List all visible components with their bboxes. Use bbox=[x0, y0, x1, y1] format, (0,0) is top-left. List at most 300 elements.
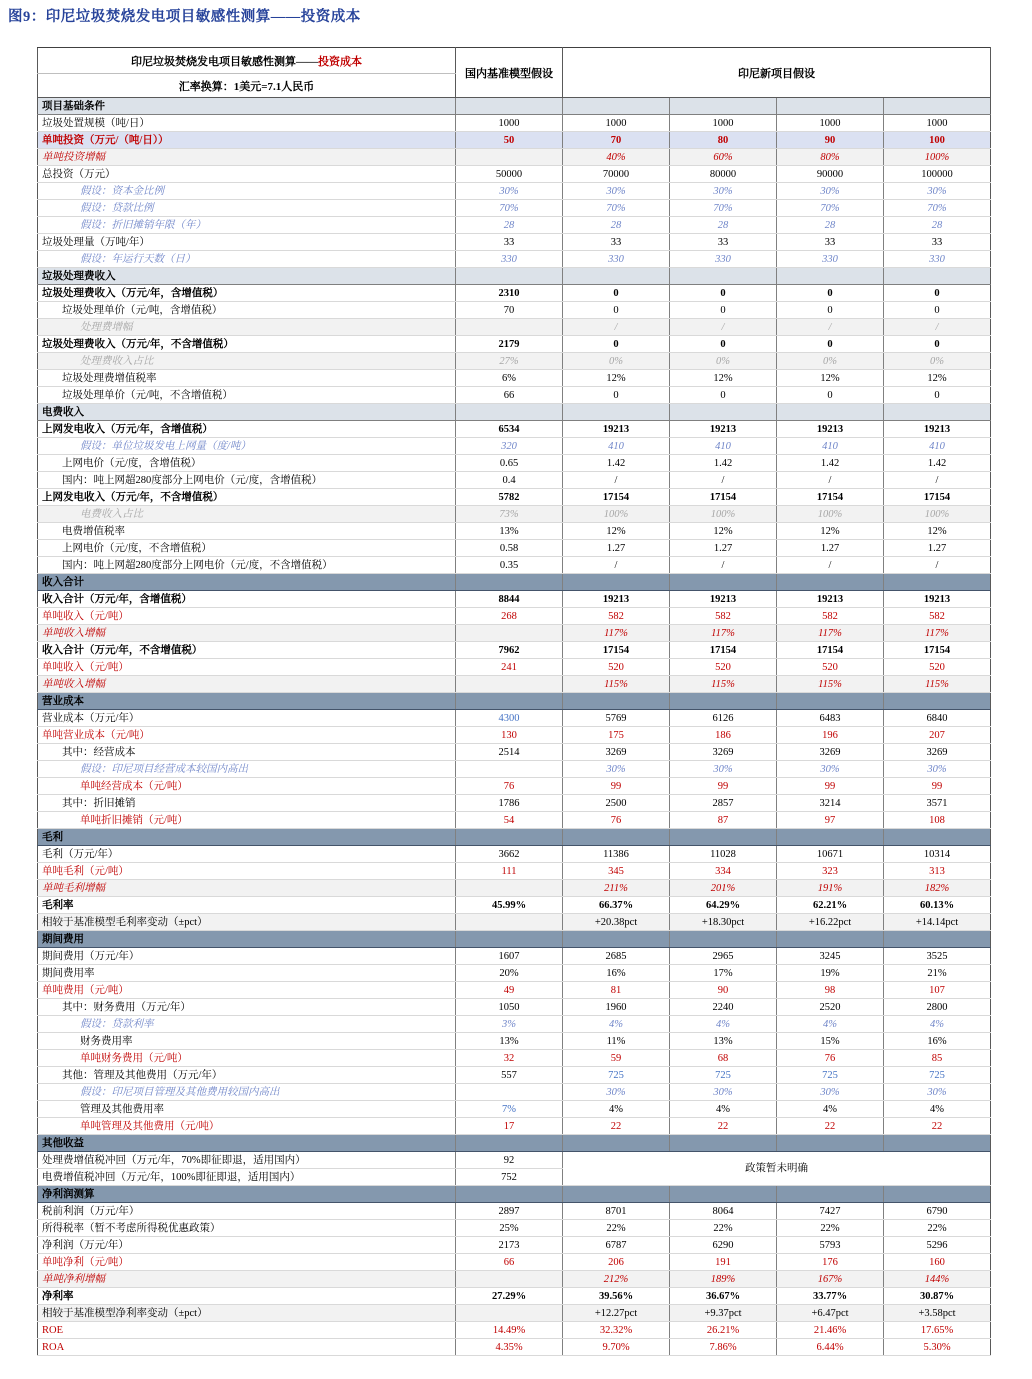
table-row bbox=[38, 489, 991, 506]
cell-value: 12% bbox=[670, 523, 777, 540]
section-cell bbox=[670, 829, 777, 846]
table-row bbox=[38, 625, 991, 642]
cell-value: / bbox=[563, 319, 670, 336]
row-label: 单吨收入（元/吨） bbox=[38, 608, 456, 625]
section-cell bbox=[777, 98, 884, 115]
cell-value: 0 bbox=[884, 387, 991, 404]
cell-value: 6% bbox=[456, 370, 563, 387]
table-row bbox=[38, 336, 991, 353]
sensitivity-table bbox=[37, 47, 991, 1356]
cell-value: 19% bbox=[777, 965, 884, 982]
table-row bbox=[38, 234, 991, 251]
row-label: ROE bbox=[38, 1322, 456, 1339]
cell-value: +12.27pct bbox=[563, 1305, 670, 1322]
cell-value: 100% bbox=[884, 506, 991, 523]
cell-value: 25% bbox=[456, 1220, 563, 1237]
table-row bbox=[38, 319, 991, 336]
row-label: 处理费增值税冲回（万元/年，70%即征即退，适用国内） bbox=[38, 1152, 456, 1169]
cell-value bbox=[456, 149, 563, 166]
cell-value: 33 bbox=[563, 234, 670, 251]
cell-value: 90000 bbox=[777, 166, 884, 183]
row-label: 总投资（万元） bbox=[38, 166, 456, 183]
table-row bbox=[38, 1050, 991, 1067]
cell-value: 7.86% bbox=[670, 1339, 777, 1356]
cell-value: / bbox=[670, 472, 777, 489]
cell-value: 2520 bbox=[777, 999, 884, 1016]
row-label: 假设：年运行天数（日） bbox=[38, 251, 456, 268]
cell-value: 582 bbox=[777, 608, 884, 625]
table-row bbox=[38, 982, 991, 999]
section-cell bbox=[884, 574, 991, 591]
cell-value: 17% bbox=[670, 965, 777, 982]
cell-value: 323 bbox=[777, 863, 884, 880]
cell-value: 33 bbox=[456, 234, 563, 251]
row-label: 相较于基准模型毛利率变动（±pct） bbox=[38, 914, 456, 931]
cell-value: 167% bbox=[777, 1271, 884, 1288]
section-row bbox=[38, 1135, 991, 1152]
cell-value: 17154 bbox=[884, 642, 991, 659]
section-row bbox=[38, 693, 991, 710]
table-row bbox=[38, 251, 991, 268]
cell-value: 90 bbox=[777, 132, 884, 149]
section-cell bbox=[670, 404, 777, 421]
cell-value: 30% bbox=[563, 183, 670, 200]
cell-value: 5782 bbox=[456, 489, 563, 506]
cell-value: 313 bbox=[884, 863, 991, 880]
cell-value: 2857 bbox=[670, 795, 777, 812]
row-label: 假设：贷款利率 bbox=[38, 1016, 456, 1033]
row-label: 收入合计 bbox=[38, 574, 456, 591]
table-row bbox=[38, 540, 991, 557]
cell-value: 66.37% bbox=[563, 897, 670, 914]
cell-value: 11028 bbox=[670, 846, 777, 863]
cell-value: / bbox=[777, 472, 884, 489]
cell-value: 76 bbox=[456, 778, 563, 795]
cell-value: 0 bbox=[884, 285, 991, 302]
cell-value: 175 bbox=[563, 727, 670, 744]
cell-value: 115% bbox=[777, 676, 884, 693]
cell-value: 2310 bbox=[456, 285, 563, 302]
table-row bbox=[38, 642, 991, 659]
cell-value: 30% bbox=[456, 183, 563, 200]
cell-value: 0.35 bbox=[456, 557, 563, 574]
cell-value: 3269 bbox=[884, 744, 991, 761]
table-row bbox=[38, 744, 991, 761]
section-cell bbox=[563, 98, 670, 115]
row-label: 垃圾处理费收入（万元/年，不含增值税） bbox=[38, 336, 456, 353]
cell-value: 21.46% bbox=[777, 1322, 884, 1339]
cell-value: 4.35% bbox=[456, 1339, 563, 1356]
cell-value: 33 bbox=[670, 234, 777, 251]
section-cell bbox=[884, 1135, 991, 1152]
section-row bbox=[38, 1186, 991, 1203]
section-cell bbox=[884, 98, 991, 115]
row-label: 上网发电收入（万元/年，含增值税） bbox=[38, 421, 456, 438]
cell-value: / bbox=[777, 557, 884, 574]
cell-value: 117% bbox=[670, 625, 777, 642]
cell-value: 12% bbox=[777, 370, 884, 387]
table-row bbox=[38, 421, 991, 438]
table-row bbox=[38, 914, 991, 931]
row-label: 垃圾处理单价（元/吨，含增值税） bbox=[38, 302, 456, 319]
cell-value: 16% bbox=[884, 1033, 991, 1050]
cell-value: 33 bbox=[884, 234, 991, 251]
cell-value: 92 bbox=[456, 1152, 563, 1169]
column-header-domestic-baseline: 国内基准模型假设 bbox=[456, 48, 563, 98]
cell-value: 11% bbox=[563, 1033, 670, 1050]
cell-value: 70% bbox=[777, 200, 884, 217]
cell-value: 520 bbox=[777, 659, 884, 676]
row-label: 期间费用 bbox=[38, 931, 456, 948]
cell-value: 211% bbox=[563, 880, 670, 897]
cell-value: 22 bbox=[884, 1118, 991, 1135]
exchange-rate-note: 汇率换算：1美元=7.1人民币 bbox=[38, 74, 456, 98]
table-row bbox=[38, 948, 991, 965]
cell-value: 1.27 bbox=[563, 540, 670, 557]
section-cell bbox=[884, 931, 991, 948]
table-row bbox=[38, 1220, 991, 1237]
cell-value: 4% bbox=[563, 1101, 670, 1118]
cell-value: 19213 bbox=[777, 421, 884, 438]
cell-value: 6787 bbox=[563, 1237, 670, 1254]
cell-value: 345 bbox=[563, 863, 670, 880]
cell-value: 3269 bbox=[777, 744, 884, 761]
cell-value: 1.27 bbox=[777, 540, 884, 557]
section-cell bbox=[563, 268, 670, 285]
cell-value: 80% bbox=[777, 149, 884, 166]
table-row bbox=[38, 1033, 991, 1050]
cell-value: 6126 bbox=[670, 710, 777, 727]
table-row bbox=[38, 778, 991, 795]
table-row bbox=[38, 438, 991, 455]
cell-value: 28 bbox=[670, 217, 777, 234]
cell-value: 30% bbox=[884, 761, 991, 778]
cell-value: 10671 bbox=[777, 846, 884, 863]
section-cell bbox=[456, 574, 563, 591]
cell-value: 4% bbox=[884, 1016, 991, 1033]
row-label: 单吨毛利增幅 bbox=[38, 880, 456, 897]
row-label: 毛利 bbox=[38, 829, 456, 846]
table-row bbox=[38, 183, 991, 200]
cell-value: 2500 bbox=[563, 795, 670, 812]
cell-value: 410 bbox=[884, 438, 991, 455]
cell-value: +20.38pct bbox=[563, 914, 670, 931]
row-label: 国内：吨上网超280度部分上网电价（元/度，不含增值税） bbox=[38, 557, 456, 574]
row-label: 单吨投资增幅 bbox=[38, 149, 456, 166]
cell-value: 201% bbox=[670, 880, 777, 897]
table-row bbox=[38, 795, 991, 812]
cell-value: 22% bbox=[884, 1220, 991, 1237]
cell-value: 2173 bbox=[456, 1237, 563, 1254]
table-row bbox=[38, 880, 991, 897]
cell-value: 5296 bbox=[884, 1237, 991, 1254]
cell-value: / bbox=[563, 472, 670, 489]
cell-value: 64.29% bbox=[670, 897, 777, 914]
row-label: 单吨财务费用（元/吨） bbox=[38, 1050, 456, 1067]
cell-value: 8701 bbox=[563, 1203, 670, 1220]
section-cell bbox=[884, 1186, 991, 1203]
cell-value: 70% bbox=[884, 200, 991, 217]
row-label: 期间费用（万元/年） bbox=[38, 948, 456, 965]
section-cell bbox=[777, 1186, 884, 1203]
row-label: 处理费收入占比 bbox=[38, 353, 456, 370]
section-cell bbox=[670, 1135, 777, 1152]
cell-value: 3269 bbox=[670, 744, 777, 761]
cell-value: 100% bbox=[563, 506, 670, 523]
row-label: 营业成本（万元/年） bbox=[38, 710, 456, 727]
table-row bbox=[38, 710, 991, 727]
table-title-main: 印尼垃圾焚烧发电项目敏感性测算—— bbox=[131, 55, 318, 68]
cell-value: 6483 bbox=[777, 710, 884, 727]
section-cell bbox=[456, 931, 563, 948]
section-cell bbox=[884, 693, 991, 710]
row-label: 其中：折旧摊销 bbox=[38, 795, 456, 812]
section-cell bbox=[777, 693, 884, 710]
cell-value: 17154 bbox=[884, 489, 991, 506]
cell-value: 410 bbox=[777, 438, 884, 455]
cell-value bbox=[456, 1271, 563, 1288]
cell-value: 0 bbox=[884, 336, 991, 353]
row-label: 收入合计（万元/年，含增值税） bbox=[38, 591, 456, 608]
table-row bbox=[38, 761, 991, 778]
cell-value: 0 bbox=[563, 387, 670, 404]
cell-value: 3525 bbox=[884, 948, 991, 965]
cell-value: 62.21% bbox=[777, 897, 884, 914]
cell-value: 2240 bbox=[670, 999, 777, 1016]
cell-value: 22 bbox=[777, 1118, 884, 1135]
table-row bbox=[38, 370, 991, 387]
cell-value: 81 bbox=[563, 982, 670, 999]
section-row bbox=[38, 829, 991, 846]
cell-value bbox=[456, 625, 563, 642]
row-label: 所得税率（暂不考虑所得税优惠政策） bbox=[38, 1220, 456, 1237]
cell-value: 330 bbox=[670, 251, 777, 268]
cell-value: +16.22pct bbox=[777, 914, 884, 931]
table-row bbox=[38, 149, 991, 166]
cell-value: 19213 bbox=[670, 421, 777, 438]
row-label: 单吨费用（元/吨） bbox=[38, 982, 456, 999]
cell-value: 206 bbox=[563, 1254, 670, 1271]
table-row bbox=[38, 115, 991, 132]
cell-value: 3662 bbox=[456, 846, 563, 863]
cell-value: 1960 bbox=[563, 999, 670, 1016]
cell-value: 32 bbox=[456, 1050, 563, 1067]
row-label: 假设：折旧摊销年限（年） bbox=[38, 217, 456, 234]
row-label: 期间费用率 bbox=[38, 965, 456, 982]
section-cell bbox=[670, 98, 777, 115]
cell-value: 14.49% bbox=[456, 1322, 563, 1339]
cell-value: 70% bbox=[670, 200, 777, 217]
cell-value: 4300 bbox=[456, 710, 563, 727]
cell-value: 50 bbox=[456, 132, 563, 149]
cell-value: 8844 bbox=[456, 591, 563, 608]
cell-value: 21% bbox=[884, 965, 991, 982]
row-label: 其中：财务费用（万元/年） bbox=[38, 999, 456, 1016]
cell-value: 17.65% bbox=[884, 1322, 991, 1339]
table-row bbox=[38, 863, 991, 880]
row-label: 净利润测算 bbox=[38, 1186, 456, 1203]
cell-value: 1.42 bbox=[777, 455, 884, 472]
section-cell bbox=[563, 1135, 670, 1152]
cell-value: 5793 bbox=[777, 1237, 884, 1254]
cell-value: / bbox=[563, 557, 670, 574]
cell-value: 0% bbox=[884, 353, 991, 370]
cell-value: 17154 bbox=[670, 642, 777, 659]
section-row bbox=[38, 98, 991, 115]
figure-title: 图9：印尼垃圾焚烧发电项目敏感性测算——投资成本 bbox=[8, 9, 361, 25]
cell-value: 3571 bbox=[884, 795, 991, 812]
cell-value: 70000 bbox=[563, 166, 670, 183]
cell-value: 66 bbox=[456, 387, 563, 404]
cell-value: 27.29% bbox=[456, 1288, 563, 1305]
cell-value: 90 bbox=[670, 982, 777, 999]
table-row bbox=[38, 999, 991, 1016]
cell-value: 100 bbox=[884, 132, 991, 149]
row-label: 单吨收入增幅 bbox=[38, 676, 456, 693]
cell-value: 108 bbox=[884, 812, 991, 829]
row-label: 垃圾处理单价（元/吨，不含增值税） bbox=[38, 387, 456, 404]
cell-value: 186 bbox=[670, 727, 777, 744]
cell-value: 98 bbox=[777, 982, 884, 999]
cell-value: 28 bbox=[563, 217, 670, 234]
cell-value: 330 bbox=[777, 251, 884, 268]
section-cell bbox=[563, 1186, 670, 1203]
cell-value: 80000 bbox=[670, 166, 777, 183]
section-cell bbox=[456, 268, 563, 285]
cell-value: 19213 bbox=[884, 421, 991, 438]
section-cell bbox=[670, 693, 777, 710]
cell-value: 117% bbox=[777, 625, 884, 642]
cell-value: 107 bbox=[884, 982, 991, 999]
cell-value: 0 bbox=[670, 302, 777, 319]
cell-value: 13% bbox=[456, 523, 563, 540]
section-cell bbox=[456, 829, 563, 846]
row-label: 上网发电收入（万元/年，不含增值税） bbox=[38, 489, 456, 506]
cell-value: 19213 bbox=[563, 421, 670, 438]
row-label: 其他收益 bbox=[38, 1135, 456, 1152]
cell-value: 33 bbox=[777, 234, 884, 251]
table-row bbox=[38, 965, 991, 982]
section-row bbox=[38, 268, 991, 285]
section-cell bbox=[777, 268, 884, 285]
row-label: 单吨营业成本（元/吨） bbox=[38, 727, 456, 744]
cell-value: 17154 bbox=[563, 489, 670, 506]
cell-value: 2965 bbox=[670, 948, 777, 965]
section-cell bbox=[456, 98, 563, 115]
cell-value: 4% bbox=[563, 1016, 670, 1033]
table-row bbox=[38, 217, 991, 234]
table-row bbox=[38, 1305, 991, 1322]
section-cell bbox=[777, 931, 884, 948]
section-cell bbox=[456, 693, 563, 710]
table-row bbox=[38, 523, 991, 540]
cell-value: 45.99% bbox=[456, 897, 563, 914]
cell-value: 19213 bbox=[563, 591, 670, 608]
cell-value: 144% bbox=[884, 1271, 991, 1288]
cell-value: 0 bbox=[670, 387, 777, 404]
cell-value: 80 bbox=[670, 132, 777, 149]
row-label: 税前利润（万元/年） bbox=[38, 1203, 456, 1220]
row-label: 垃圾处理量（万吨/年） bbox=[38, 234, 456, 251]
cell-value: 100% bbox=[670, 506, 777, 523]
section-cell bbox=[563, 404, 670, 421]
cell-value: 115% bbox=[670, 676, 777, 693]
cell-value: +6.47pct bbox=[777, 1305, 884, 1322]
cell-value: 191 bbox=[670, 1254, 777, 1271]
cell-value: 3245 bbox=[777, 948, 884, 965]
cell-value: 0% bbox=[777, 353, 884, 370]
cell-value: 725 bbox=[884, 1067, 991, 1084]
cell-value: 3214 bbox=[777, 795, 884, 812]
cell-value: 7427 bbox=[777, 1203, 884, 1220]
table-row bbox=[38, 1271, 991, 1288]
cell-value: 3% bbox=[456, 1016, 563, 1033]
cell-value: 520 bbox=[884, 659, 991, 676]
table-row bbox=[38, 1084, 991, 1101]
table-row bbox=[38, 132, 991, 149]
cell-value: 182% bbox=[884, 880, 991, 897]
table-row bbox=[38, 1288, 991, 1305]
row-label: 单吨管理及其他费用（元/吨） bbox=[38, 1118, 456, 1135]
table-row bbox=[38, 812, 991, 829]
row-label: 收入合计（万元/年，不含增值税） bbox=[38, 642, 456, 659]
cell-value: 0 bbox=[777, 387, 884, 404]
cell-value: 1000 bbox=[884, 115, 991, 132]
cell-value: 59 bbox=[563, 1050, 670, 1067]
table-row bbox=[38, 506, 991, 523]
table-row bbox=[38, 897, 991, 914]
cell-value: 39.56% bbox=[563, 1288, 670, 1305]
section-cell bbox=[777, 1135, 884, 1152]
section-cell bbox=[456, 1186, 563, 1203]
cell-value: 0 bbox=[670, 336, 777, 353]
cell-value: 12% bbox=[563, 370, 670, 387]
cell-value: 12% bbox=[884, 523, 991, 540]
row-label: 单吨投资（万元/（吨/日）） bbox=[38, 132, 456, 149]
cell-value: 557 bbox=[456, 1067, 563, 1084]
section-cell bbox=[670, 1186, 777, 1203]
cell-value: 176 bbox=[777, 1254, 884, 1271]
cell-value: 17154 bbox=[777, 489, 884, 506]
cell-value: 330 bbox=[563, 251, 670, 268]
cell-value: 115% bbox=[563, 676, 670, 693]
cell-value: 0.4 bbox=[456, 472, 563, 489]
section-cell bbox=[670, 931, 777, 948]
table-row bbox=[38, 1237, 991, 1254]
row-label: 上网电价（元/度，含增值税） bbox=[38, 455, 456, 472]
row-label: 其中：经营成本 bbox=[38, 744, 456, 761]
cell-value: 0 bbox=[884, 302, 991, 319]
row-label: 单吨收入（元/吨） bbox=[38, 659, 456, 676]
row-label: 垃圾处理费收入 bbox=[38, 268, 456, 285]
cell-value: 19213 bbox=[884, 591, 991, 608]
row-label: 假设：贷款比例 bbox=[38, 200, 456, 217]
cell-value: 40% bbox=[563, 149, 670, 166]
cell-value: 0 bbox=[777, 285, 884, 302]
row-label: 单吨净利增幅 bbox=[38, 1271, 456, 1288]
cell-value: 99 bbox=[670, 778, 777, 795]
cell-value: 60.13% bbox=[884, 897, 991, 914]
cell-value: 15% bbox=[777, 1033, 884, 1050]
cell-value: 30% bbox=[777, 183, 884, 200]
cell-value: 12% bbox=[884, 370, 991, 387]
table-row bbox=[38, 1254, 991, 1271]
cell-value: 22% bbox=[777, 1220, 884, 1237]
row-label: 国内：吨上网超280度部分上网电价（元/度，含增值税） bbox=[38, 472, 456, 489]
cell-value: 117% bbox=[884, 625, 991, 642]
cell-value: 752 bbox=[456, 1169, 563, 1186]
cell-value: 22 bbox=[563, 1118, 670, 1135]
